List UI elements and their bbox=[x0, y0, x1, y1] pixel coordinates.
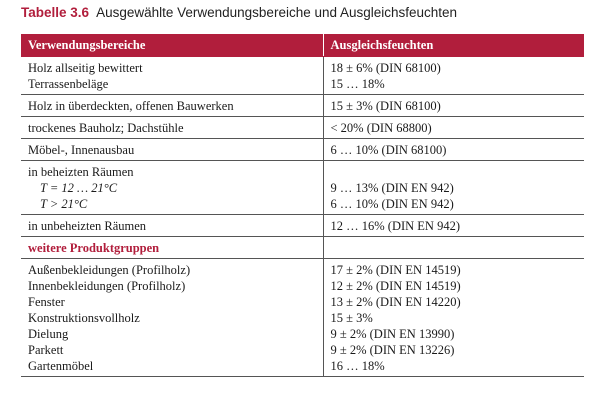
usage-text: T > 21°C bbox=[40, 197, 88, 211]
usage-text: Möbel-, Innenausbau bbox=[28, 143, 135, 157]
moisture-value: 15 ± 3% (DIN 68100) bbox=[330, 99, 441, 113]
product-name: Konstruktionsvollholz bbox=[28, 311, 140, 325]
table-row bbox=[21, 161, 584, 215]
table-header-row bbox=[21, 34, 584, 57]
table-row bbox=[21, 117, 584, 139]
column-header-moisture: Ausgleichsfeuchten bbox=[323, 34, 584, 57]
subheading-empty-cell bbox=[323, 237, 584, 259]
product-name: Außenbekleidungen (Profilholz) bbox=[28, 263, 191, 277]
subheading: weitere Produktgruppen bbox=[21, 237, 323, 259]
table-row bbox=[21, 215, 584, 237]
moisture-value: 12 ± 2% (DIN EN 14519) bbox=[330, 279, 461, 293]
moisture-value: 15 ± 3% bbox=[330, 311, 373, 325]
table-row bbox=[21, 139, 584, 161]
moisture-value: 13 ± 2% (DIN EN 14220) bbox=[330, 295, 461, 309]
moisture-cell bbox=[323, 259, 584, 377]
usage-cell bbox=[21, 215, 323, 237]
table-number: Tabelle 3.6 bbox=[21, 5, 90, 20]
column-header-usage: Verwendungsbereiche bbox=[21, 34, 323, 57]
moisture-value: 6 … 10% (DIN 68100) bbox=[330, 143, 447, 157]
usage-cell bbox=[21, 117, 323, 139]
product-name: Gartenmöbel bbox=[28, 359, 94, 373]
usage-text: T = 12 … 21°C bbox=[40, 181, 118, 195]
usage-cell bbox=[21, 161, 323, 215]
usage-text: Terrassenbeläge bbox=[28, 77, 109, 91]
usage-text: in unbeheizten Räumen bbox=[28, 219, 147, 233]
moisture-value: 16 … 18% bbox=[330, 359, 385, 373]
product-name: Fenster bbox=[28, 295, 65, 309]
table-row bbox=[21, 57, 584, 95]
moisture-value: 9 ± 2% (DIN EN 13226) bbox=[330, 343, 455, 357]
moisture-cell bbox=[323, 161, 584, 215]
moisture-cell bbox=[323, 139, 584, 161]
table-title: Ausgewählte Verwendungsbereiche und Ausgleichsfeuchten bbox=[96, 5, 458, 20]
table-caption bbox=[21, 4, 457, 22]
moisture-cell bbox=[323, 117, 584, 139]
product-name: Dielung bbox=[28, 327, 69, 341]
moisture-value: < 20% (DIN 68800) bbox=[330, 121, 432, 135]
moisture-value: 15 … 18% bbox=[330, 77, 385, 91]
usage-text: in beheizten Räumen bbox=[28, 165, 134, 179]
moisture-value: 6 … 10% (DIN EN 942) bbox=[330, 197, 454, 211]
moisture-value: 9 ± 2% (DIN EN 13990) bbox=[330, 327, 455, 341]
moisture-cell bbox=[323, 57, 584, 95]
usage-text: trockenes Bauholz; Dachstühle bbox=[28, 121, 184, 135]
usage-cell bbox=[21, 259, 323, 377]
usage-cell bbox=[21, 57, 323, 95]
moisture-value: 18 ± 6% (DIN 68100) bbox=[330, 61, 441, 75]
usage-text: Holz allseitig bewittert bbox=[28, 61, 143, 75]
moisture-value: 12 … 16% (DIN EN 942) bbox=[330, 219, 460, 233]
moisture-cell bbox=[323, 95, 584, 117]
moisture-cell bbox=[323, 215, 584, 237]
product-name: Parkett bbox=[28, 343, 64, 357]
moisture-value: 9 … 13% (DIN EN 942) bbox=[330, 181, 454, 195]
usage-cell bbox=[21, 95, 323, 117]
usage-cell bbox=[21, 139, 323, 161]
table-row bbox=[21, 95, 584, 117]
moisture-value: 17 ± 2% (DIN EN 14519) bbox=[330, 263, 461, 277]
table-row bbox=[21, 259, 584, 377]
moisture-table bbox=[21, 34, 584, 377]
product-name: Innenbekleidungen (Profilholz) bbox=[28, 279, 186, 293]
usage-text: Holz in überdeckten, offenen Bauwerken bbox=[28, 99, 234, 113]
table-subheading-row bbox=[21, 237, 584, 259]
